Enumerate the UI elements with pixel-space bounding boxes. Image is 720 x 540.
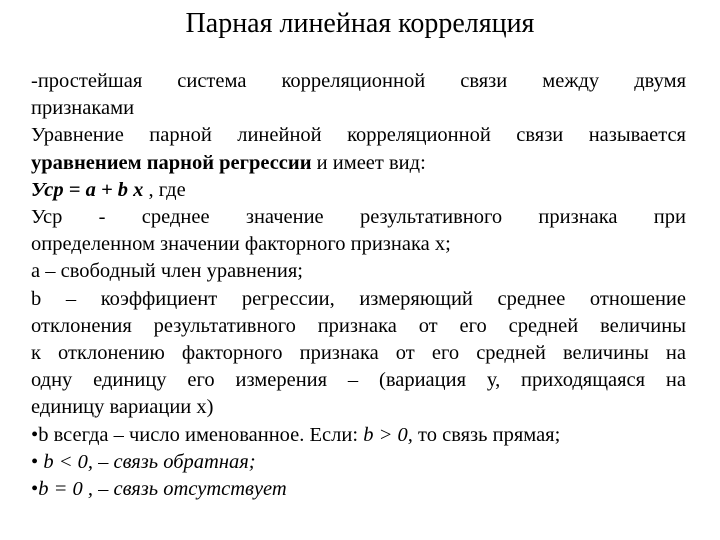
slide-body — [31, 68, 686, 503]
bullet-condition: b > 0, — [363, 423, 413, 446]
regression-term: уравнением парной регрессии — [31, 151, 312, 174]
bullet-icon: • — [31, 423, 39, 446]
ycp-definition-line-2: определенном значении факторного признака х; — [31, 233, 451, 256]
equation-intro-text-a: Уравнение парной линейной корреляционной связи называется — [31, 124, 686, 147]
bullet-text-italic: b = 0 , – связь отсутствует — [38, 478, 287, 501]
bullet-item-zero — [31, 476, 686, 503]
b-definition-line-3: к отклонению факторного признака от его средней величины на — [31, 342, 686, 365]
equation-intro — [31, 122, 686, 176]
formula-line — [31, 177, 686, 204]
bullet-item-named-number — [31, 422, 686, 449]
slide-title: Парная линейная корреляция — [185, 8, 535, 39]
regression-formula: Уср = a + b x — [31, 178, 144, 201]
a-definition: a – свободный член уравнения; — [31, 260, 303, 283]
intro-line-1: -простейшая система корреляционной связи между двумя — [31, 70, 686, 92]
intro-line-2: признаками — [31, 97, 135, 120]
bullet-text-italic: b < 0, – связь обратная; — [43, 450, 256, 473]
b-definition-line-4: одну единицу его измерения – (вариация у, приходящаяся на — [31, 369, 686, 392]
formula-suffix: , где — [143, 178, 186, 201]
ycp-definition-line-1: Уср - среднее значение результативного признака при — [31, 206, 686, 229]
b-definition-line-2: отклонения результативного признака от его средней величины — [31, 314, 686, 337]
bullet-text: b всегда – число именованное. Если: — [38, 423, 364, 446]
equation-intro-text-b: и имеет вид: — [311, 151, 426, 174]
bullet-result: то связь прямая; — [412, 423, 561, 446]
bullet-icon: • — [31, 478, 39, 501]
b-definition-line-5: единицу вариации х) — [31, 396, 214, 419]
bullet-icon: • — [31, 450, 44, 473]
bullet-item-negative — [31, 449, 686, 476]
b-definition-line-1: b – коэффициент регрессии, измеряющий среднее отношение — [31, 287, 686, 310]
